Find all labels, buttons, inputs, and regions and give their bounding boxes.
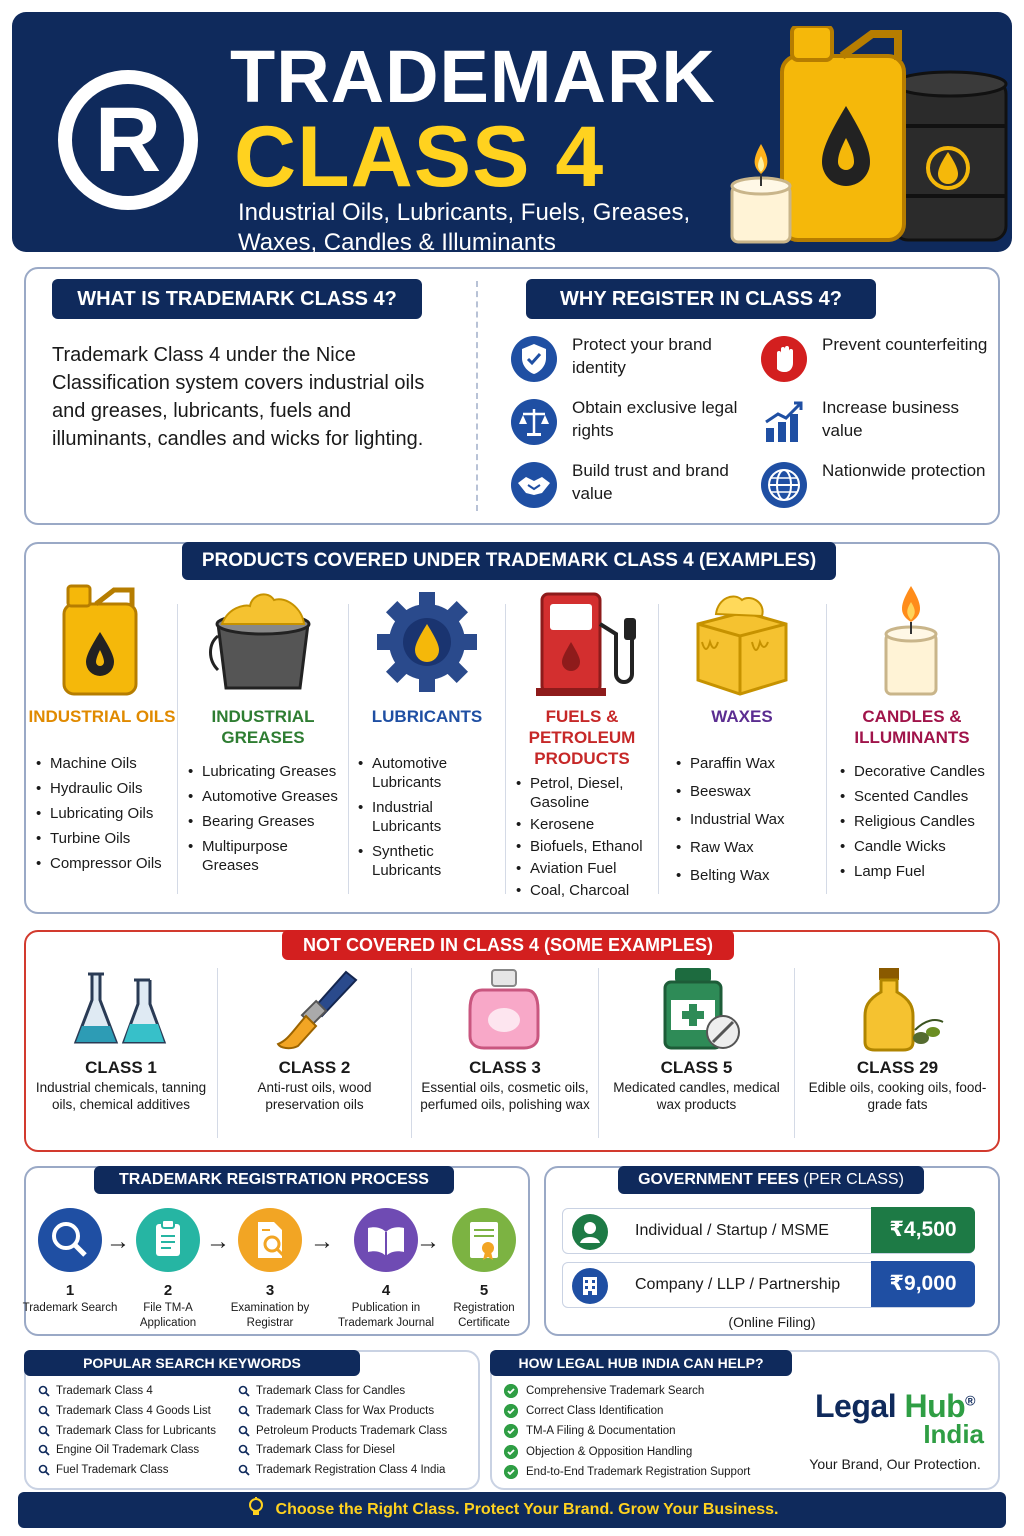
document-search-icon — [238, 1208, 302, 1272]
step-number: 4 — [381, 1282, 391, 1299]
brand-name: Legal Hub® — [815, 1388, 975, 1424]
product-item: • Scented Candles — [840, 787, 994, 806]
registered-trademark-icon: R — [58, 70, 198, 210]
product-list — [516, 774, 654, 903]
product-item: • Automotive Greases — [188, 787, 344, 806]
step-number: 2 — [163, 1282, 173, 1299]
fee-amount: ₹9,000 — [871, 1261, 975, 1307]
product-title: INDUSTRIAL OILS — [28, 707, 176, 726]
check-circle-icon — [504, 1445, 518, 1459]
help-item: Objection & Opposition Handling — [504, 1445, 750, 1459]
product-column-industrial-greases — [178, 584, 348, 910]
why-label: Build trust and brand value — [572, 461, 729, 503]
what-heading: WHAT IS TRADEMARK CLASS 4? — [52, 279, 422, 319]
product-column-fuels — [506, 584, 658, 910]
products-section — [24, 542, 1000, 914]
arrow-right-icon: → — [206, 1228, 230, 1255]
registration-process-section — [24, 1166, 530, 1336]
step-label: File TM-A Application — [139, 1302, 197, 1329]
keywords-heading: POPULAR SEARCH KEYWORDS — [24, 1350, 360, 1376]
why-item — [760, 459, 990, 515]
class-title: CLASS 1 — [85, 1058, 157, 1077]
class-description: Medicated candles, medical wax products — [613, 1080, 780, 1112]
fee-label: Company / LLP / Partnership — [635, 1276, 841, 1293]
keyword-item[interactable]: Trademark Class for Candles — [238, 1384, 447, 1398]
arrow-right-icon: → — [416, 1228, 440, 1255]
search-icon — [38, 1385, 50, 1397]
product-item: • Biofuels, Ethanol — [516, 837, 654, 856]
keyword-item[interactable]: Petroleum Products Trademark Class — [238, 1424, 447, 1438]
product-title: LUBRICANTS — [371, 707, 483, 726]
keyword-item[interactable]: Trademark Registration Class 4 India — [238, 1463, 447, 1477]
class-description: Edible oils, cooking oils, food-grade fats — [808, 1080, 987, 1112]
search-icon — [238, 1444, 250, 1456]
why-heading: WHY REGISTER IN CLASS 4? — [526, 279, 876, 319]
grease-bucket-icon — [178, 584, 348, 700]
not-covered-class-3 — [412, 962, 598, 1148]
class-title: CLASS 2 — [278, 1058, 351, 1077]
shield-check-icon — [510, 335, 558, 383]
cosmetic-bottle-icon — [412, 966, 598, 1052]
lightbulb-icon — [246, 1497, 266, 1519]
certificate-icon — [452, 1208, 516, 1272]
help-item: TM-A Filing & Documentation — [504, 1424, 750, 1438]
check-circle-icon — [504, 1465, 518, 1479]
footer-banner — [18, 1492, 1006, 1528]
product-title: CANDLES & ILLUMINANTS — [854, 707, 970, 747]
class-title: CLASS 3 — [469, 1058, 541, 1077]
why-label: Nationwide protection — [822, 461, 986, 480]
search-icon — [238, 1385, 250, 1397]
help-heading: HOW LEGAL HUB INDIA CAN HELP? — [490, 1350, 792, 1376]
arrow-right-icon: → — [310, 1228, 334, 1255]
product-list — [840, 762, 994, 887]
product-item: • Lubricating Oils — [36, 804, 174, 823]
class-description: Essential oils, cosmetic oils, perfumed oils, polishing wax — [420, 1080, 590, 1112]
globe-icon — [760, 461, 808, 509]
step-number: 3 — [265, 1282, 275, 1299]
step-number: 1 — [65, 1282, 75, 1299]
class-description: Industrial chemicals, tanning oils, chemical additives — [35, 1080, 207, 1112]
header-subtitle: Industrial Oils, Lubricants, Fuels, Greases, Waxes, Candles & Illuminants — [238, 199, 691, 252]
help-item: Correct Class Identification — [504, 1404, 750, 1418]
search-icon — [38, 1405, 50, 1417]
step-label: Examination by Registrar — [230, 1302, 310, 1329]
product-list — [188, 762, 344, 881]
keyword-item[interactable]: Trademark Class for Lubricants — [38, 1424, 216, 1438]
not-covered-section — [24, 930, 1000, 1152]
fee-label: Individual / Startup / MSME — [635, 1222, 829, 1239]
keywords-list-1 — [38, 1384, 216, 1483]
process-step — [432, 1208, 536, 1331]
legal-hub-india-logo — [792, 1388, 998, 1472]
product-column-candles — [826, 584, 998, 910]
fuel-pump-icon — [506, 584, 658, 700]
what-description: Trademark Class 4 under the Nice Classification system covers industrial oils and greases, lubricants, fuels and illuminants, candles and wicks for lighting. — [52, 344, 425, 450]
process-step — [116, 1208, 220, 1331]
why-label: Protect your brand identity — [572, 335, 712, 377]
class-title: CLASS 5 — [660, 1058, 733, 1077]
step-number: 5 — [479, 1282, 489, 1299]
gear-oil-drop-icon — [348, 584, 506, 700]
search-icon — [38, 1208, 102, 1272]
oil-jerrycan-icon — [26, 584, 178, 700]
product-list — [358, 754, 502, 886]
product-item: • Multipurpose Greases — [188, 837, 344, 875]
footer-text: Choose the Right Class. Protect Your Brand. Grow Your Business. — [246, 1501, 779, 1518]
product-item: • Candle Wicks — [840, 837, 994, 856]
keyword-item[interactable]: Engine Oil Trademark Class — [38, 1443, 216, 1457]
search-icon — [238, 1405, 250, 1417]
fee-row-company — [562, 1262, 974, 1308]
product-list — [36, 754, 174, 879]
product-item: • Turbine Oils — [36, 829, 174, 848]
product-item: • Synthetic Lubricants — [358, 842, 458, 880]
brand-tagline: Your Brand, Our Protection. — [809, 1456, 981, 1472]
what-why-section — [24, 267, 1000, 525]
candle-icon — [826, 584, 998, 700]
government-fees-section — [544, 1166, 1000, 1336]
olive-oil-bottle-icon — [795, 966, 1000, 1052]
fee-amount: ₹4,500 — [871, 1207, 975, 1253]
product-title: INDUSTRIAL GREASES — [211, 707, 315, 747]
product-item: • Lamp Fuel — [840, 862, 994, 881]
medicine-jar-icon — [599, 966, 794, 1052]
process-step — [326, 1208, 446, 1331]
why-item — [510, 459, 740, 515]
product-item: • Compressor Oils — [36, 854, 174, 873]
keyword-item[interactable]: Trademark Class for Wax Products — [238, 1404, 447, 1418]
product-title: FUELS & PETROLEUM PRODUCTS — [528, 707, 636, 768]
product-item: • Raw Wax — [676, 838, 822, 857]
product-item: • Petrol, Diesel, Gasoline — [516, 774, 636, 812]
help-list — [504, 1384, 750, 1485]
process-step — [218, 1208, 322, 1331]
paint-brush-icon — [218, 966, 411, 1052]
why-item — [510, 396, 740, 452]
scales-icon — [510, 398, 558, 446]
step-label: Registration Certificate — [453, 1302, 515, 1329]
why-item — [760, 333, 990, 389]
product-item: • Hydraulic Oils — [36, 779, 174, 798]
not-covered-class-2 — [218, 962, 411, 1148]
why-item — [760, 396, 990, 452]
search-icon — [38, 1444, 50, 1456]
step-label: Publication in Trademark Journal — [337, 1302, 435, 1329]
process-step — [18, 1208, 122, 1316]
building-icon — [571, 1267, 609, 1305]
popular-keywords-section — [24, 1350, 480, 1490]
why-label: Increase business value — [822, 398, 960, 440]
product-item: • Bearing Greases — [188, 812, 344, 831]
keyword-item[interactable]: Fuel Trademark Class — [38, 1463, 216, 1477]
keyword-item[interactable]: Trademark Class 4 Goods List — [38, 1404, 216, 1418]
not-covered-class-29 — [795, 962, 1000, 1148]
product-item: • Industrial Wax — [676, 810, 822, 829]
class-description: Anti-rust oils, wood preservation oils — [257, 1080, 372, 1112]
step-label: Trademark Search — [22, 1302, 118, 1314]
oil-can-barrel-candle-icon — [722, 26, 1012, 246]
process-heading: TRADEMARK REGISTRATION PROCESS — [94, 1166, 454, 1194]
products-heading: PRODUCTS COVERED UNDER TRADEMARK CLASS 4 (EXAMPLES) — [182, 542, 836, 580]
product-item: • Coal, Charcoal — [516, 881, 654, 900]
section-divider — [476, 281, 478, 511]
keywords-list-2 — [238, 1384, 447, 1483]
product-item: • Kerosene — [516, 815, 654, 834]
header-banner — [12, 12, 1012, 252]
why-label: Obtain exclusive legal rights — [572, 398, 738, 440]
product-item: • Religious Candles — [840, 812, 994, 831]
handshake-icon — [510, 461, 558, 509]
stop-hand-icon — [760, 335, 808, 383]
product-item: • Aviation Fuel — [516, 859, 654, 878]
product-list — [676, 754, 822, 894]
fee-row-individual — [562, 1208, 974, 1254]
title-line1: TRADEMARK — [230, 35, 716, 118]
product-item: • Machine Oils — [36, 754, 174, 773]
help-item: Comprehensive Trademark Search — [504, 1384, 750, 1398]
product-item: • Beeswax — [676, 782, 822, 801]
product-item: • Decorative Candles — [840, 762, 994, 781]
not-covered-class-5 — [599, 962, 794, 1148]
product-column-lubricants — [348, 584, 506, 910]
why-label: Prevent counterfeiting — [822, 335, 988, 354]
not-covered-heading: NOT COVERED IN CLASS 4 (SOME EXAMPLES) — [282, 930, 734, 960]
legal-hub-help-section — [490, 1350, 1000, 1490]
search-icon — [38, 1425, 50, 1437]
brand-india: India — [923, 1419, 984, 1449]
fees-heading: GOVERNMENT FEES (PER CLASS) — [618, 1166, 924, 1194]
keyword-item[interactable]: Trademark Class 4 — [38, 1384, 216, 1398]
product-column-industrial-oils — [26, 584, 178, 910]
product-item: • Automotive Lubricants — [358, 754, 458, 792]
check-circle-icon — [504, 1424, 518, 1438]
product-item: • Industrial Lubricants — [358, 798, 458, 836]
product-item: • Paraffin Wax — [676, 754, 822, 773]
check-circle-icon — [504, 1404, 518, 1418]
arrow-right-icon: → — [106, 1228, 130, 1255]
product-item: • Lubricating Greases — [188, 762, 344, 781]
search-icon — [38, 1464, 50, 1476]
open-book-icon — [354, 1208, 418, 1272]
wax-block-icon — [658, 584, 826, 700]
fee-note: (Online Filing) — [728, 1314, 816, 1330]
why-item — [510, 333, 740, 389]
product-title: WAXES — [711, 707, 773, 726]
keyword-item[interactable]: Trademark Class for Diesel — [238, 1443, 447, 1457]
product-column-waxes — [658, 584, 826, 910]
chemical-flasks-icon — [26, 966, 216, 1052]
product-item: • Belting Wax — [676, 866, 822, 885]
check-circle-icon — [504, 1384, 518, 1398]
clipboard-icon — [136, 1208, 200, 1272]
search-icon — [238, 1425, 250, 1437]
class-title: CLASS 29 — [856, 1058, 939, 1077]
person-icon — [571, 1213, 609, 1251]
title-line2: CLASS 4 — [234, 109, 605, 205]
not-covered-class-1 — [26, 962, 216, 1148]
search-icon — [238, 1464, 250, 1476]
growth-chart-icon — [760, 398, 808, 446]
help-item: End-to-End Trademark Registration Support — [504, 1465, 750, 1479]
